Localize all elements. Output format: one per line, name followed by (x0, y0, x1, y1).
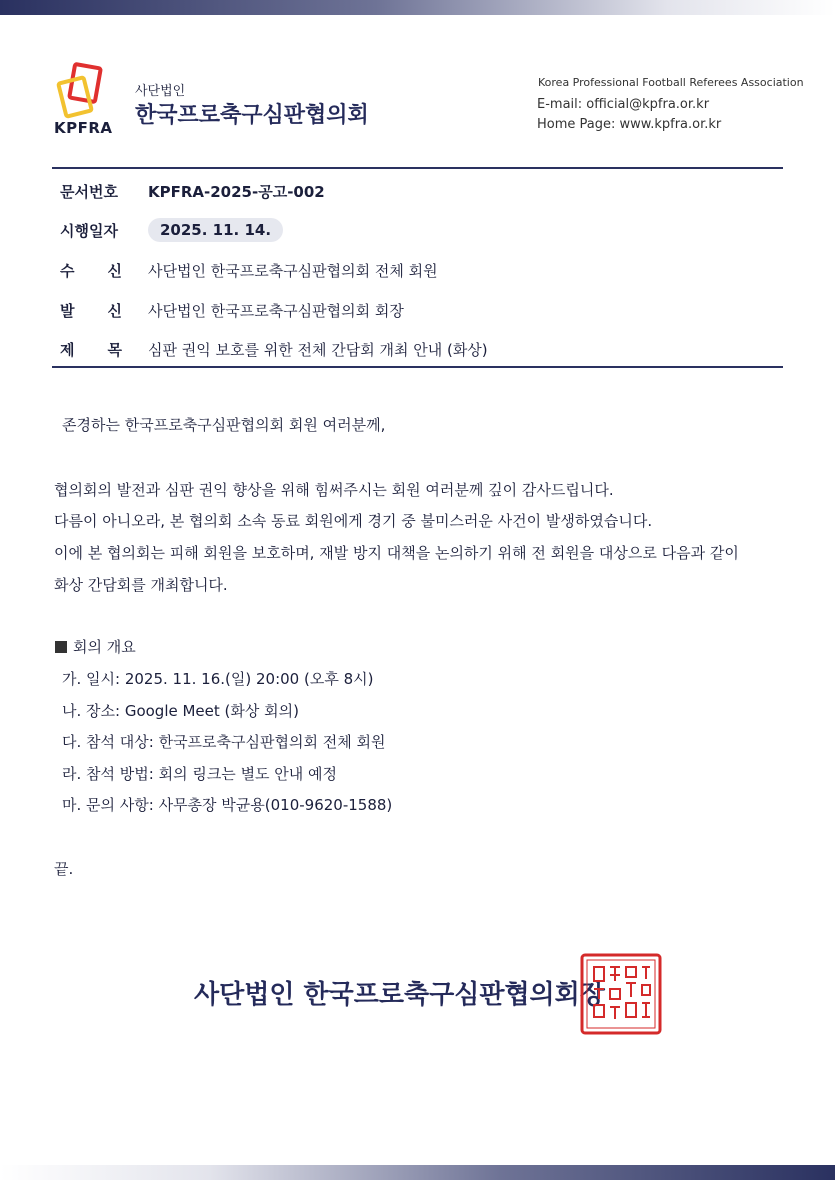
meta-sender (60, 298, 404, 322)
meta-label-char: 제 (60, 340, 75, 359)
top-decorative-band (0, 0, 835, 15)
official-seal-icon (580, 953, 662, 1035)
meta-label-char: 발 (60, 301, 75, 320)
signature-text: 사단법인 한국프로축구심판협의회장 (194, 980, 605, 1010)
header-divider (52, 167, 783, 169)
org-prefix: 사단법인 (135, 84, 186, 99)
meta-label: 시행일자 (60, 221, 118, 240)
list-item: 가. 일시: 2025. 11. 16.(일) 20:00 (오후 8시) (62, 670, 374, 688)
greeting: 존경하는 한국프로축구심판협의회 회원 여러분께, (62, 416, 386, 434)
meta-recipient (60, 258, 438, 282)
list-item: 라. 참석 방법: 회의 링크는 별도 안내 예정 (62, 765, 338, 783)
meta-label: 문서번호 (60, 182, 118, 201)
meta-divider (52, 366, 783, 368)
contact-email: E-mail: official@kpfra.or.kr (537, 97, 710, 112)
meta-label (60, 260, 148, 281)
list-item: 마. 문의 사항: 사무총장 박균용(010-9620-1588) (62, 796, 393, 814)
meta-label-char: 신 (107, 261, 122, 280)
logo-wordmark: KPFRA (54, 119, 113, 137)
meta-date-value: 2025. 11. 14. (148, 218, 283, 242)
end-mark: 끝. (54, 860, 74, 878)
org-name-english: Korea Professional Football Referees Association (538, 76, 804, 89)
bottom-decorative-band (0, 1165, 835, 1180)
meta-label-char: 신 (107, 301, 122, 320)
bullet-square-icon (55, 641, 67, 653)
list-item: 다. 참석 대상: 한국프로축구심판협의회 전체 회원 (62, 733, 386, 751)
meta-subject (60, 337, 488, 361)
meta-value: 사단법인 한국프로축구심판협의회 회장 (148, 301, 404, 320)
meta-label (60, 300, 148, 321)
contact-homepage: Home Page: www.kpfra.or.kr (537, 117, 722, 132)
meta-value: 사단법인 한국프로축구심판협의회 전체 회원 (148, 261, 438, 280)
list-item: 나. 장소: Google Meet (화상 회의) (62, 702, 299, 720)
meta-label (60, 339, 148, 360)
paragraph-line: 화상 간담회를 개최합니다. (54, 576, 228, 594)
meta-label-char: 수 (60, 261, 75, 280)
section-title: 회의 개요 (73, 638, 136, 656)
paragraph-line: 이에 본 협의회는 피해 회원을 보호하며, 재발 방지 대책을 논의하기 위해 전 회원을 대상으로 다음과 같이 (54, 544, 739, 562)
meta-value: KPFRA-2025-공고-002 (148, 182, 325, 201)
paragraph-line: 다름이 아니오라, 본 협의회 소속 동료 회원에게 경기 중 불미스러운 사건이 발생하였습니다. (54, 512, 653, 530)
meta-doc-number (60, 179, 325, 203)
meta-value: 심판 권익 보호를 위한 전체 간담회 개최 안내 (화상) (148, 340, 488, 359)
org-name: 한국프로축구심판협의회 (135, 103, 369, 128)
meta-label-char: 목 (107, 340, 122, 359)
paragraph-line: 협의회의 발전과 심판 권익 향상을 위해 힘써주시는 회원 여러분께 깊이 감사드립니다. (54, 481, 614, 499)
section-heading (55, 636, 136, 657)
meta-date (60, 218, 283, 242)
